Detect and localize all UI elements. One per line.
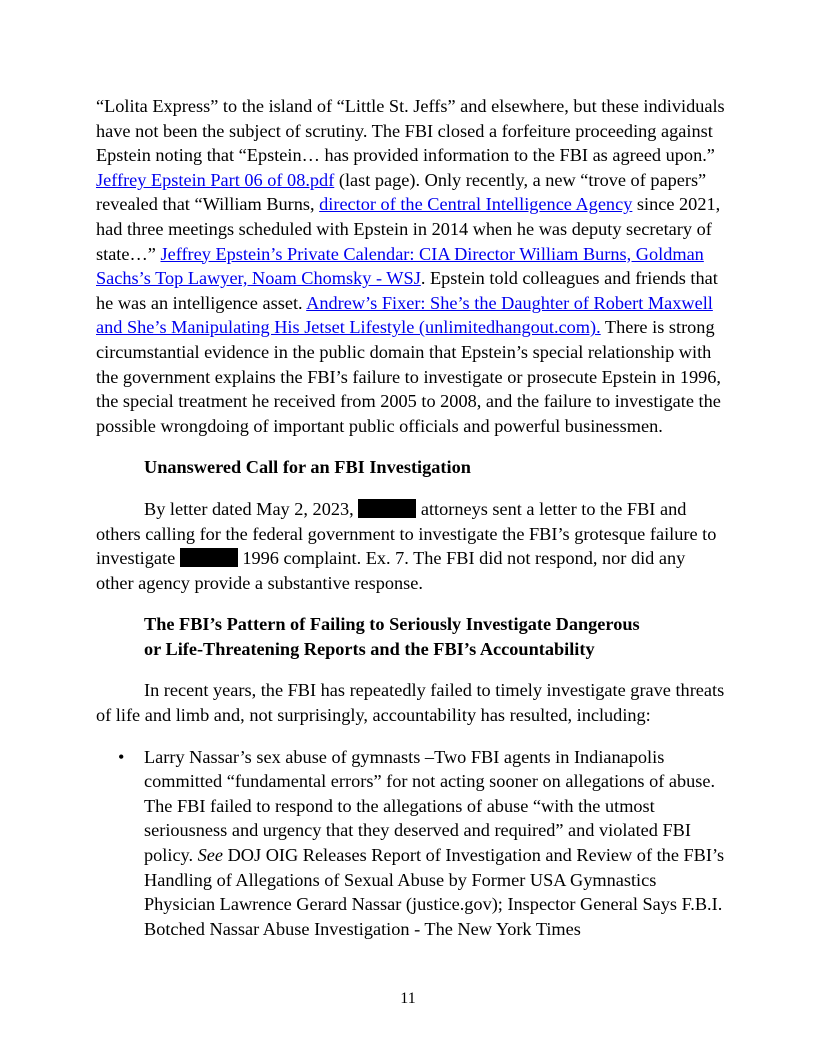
paragraph-epstein-intelligence bbox=[96, 94, 726, 438]
bullet1-text-2: DOJ OIG Releases Report of Investigation and Review of the FBI’s Handling of Allegations of Sexual Abuse by Former USA Gymnastics Physician Lawrence Gerard Nassar (justice.gov); Inspector General Says F.B.I. Botched Nassar Abuse Investigation - The New York Times bbox=[144, 845, 725, 939]
redaction-block bbox=[358, 499, 416, 518]
document-page bbox=[96, 94, 726, 941]
heading-unanswered-call: Unanswered Call for an FBI Investigation bbox=[144, 457, 471, 478]
para2-text-1: By letter dated May 2, 2023, bbox=[144, 498, 359, 519]
list-item-nassar bbox=[96, 745, 726, 942]
link-cia-director[interactable]: director of the Central Intelligence Agency bbox=[319, 194, 633, 215]
heading-fbi-pattern bbox=[96, 612, 726, 661]
page-number: 11 bbox=[400, 990, 416, 1007]
para2-text-2: attorneys sent a letter to the FBI and others calling for the federal government to investigate the FBI’s grotesque failure to investigate bbox=[96, 498, 717, 569]
para1-text-1: “Lolita Express” to the island of “Little St. Jeffs” and elsewhere, but these individuals have not been the subject of scrutiny. The FBI closed a forfeiture proceeding against Epstein noting that “Epstein… has provided information to the FBI as agreed upon.” bbox=[96, 96, 725, 166]
link-wsj-calendar[interactable]: Jeffrey Epstein’s Private Calendar: CIA Director William Burns, Goldman Sachs’s Top Lawyer, Noam Chomsky - WSJ bbox=[96, 243, 704, 289]
paragraph-recent-years: In recent years, the FBI has repeatedly failed to timely investigate grave threats of life and limb and, not surprisingly, accountability has resulted, including: bbox=[96, 680, 725, 726]
para1-text-4: . Epstein told colleagues and friends that he was an intelligence asset. bbox=[96, 268, 718, 313]
heading2-line-2: or Life-Threatening Reports and the FBI’s Accountability bbox=[144, 638, 595, 659]
link-epstein-part-06[interactable]: Jeffrey Epstein Part 06 of 08.pdf bbox=[96, 169, 335, 190]
para1-text-5: There is strong circumstantial evidence in the public domain that Epstein’s special relationship with the government explains the FBI’s failure to investigate or prosecute Epstein in 1996, the special treatment he received from 2005 to 2008, and the failure to investigate the possible wrongdoing of important public officials and powerful businessmen. bbox=[96, 317, 721, 436]
bullet-marker: • bbox=[118, 746, 125, 767]
heading2-line-1: The FBI’s Pattern of Failing to Seriously Investigate Dangerous bbox=[144, 614, 640, 635]
para2-text-3: 1996 complaint. Ex. 7. The FBI did not respond, nor did any other agency provide a substantive response. bbox=[96, 548, 686, 593]
link-andrews-fixer[interactable]: Andrew’s Fixer: She’s the Daughter of Robert Maxwell and She’s Manipulating His Jetset Lifestyle (unlimitedhangout.com). bbox=[96, 292, 713, 338]
bullet1-see: See bbox=[197, 845, 224, 866]
bullet-list bbox=[96, 745, 726, 942]
bullet1-text-1: Larry Nassar’s sex abuse of gymnasts –Two FBI agents in Indianapolis committed “fundamental errors” for not acting sooner on allegations of abuse. The FBI failed to respond to the allegations of abuse “with the utmost seriousness and urgency that they deserved and required” and violated FBI policy. bbox=[144, 746, 716, 866]
redaction-block bbox=[180, 548, 238, 567]
paragraph-letter-to-fbi bbox=[96, 497, 726, 595]
para1-text-2: (last page). Only recently, a new “trove of papers” revealed that “William Burns, bbox=[96, 169, 707, 215]
para1-text-3: since 2021, had three meetings scheduled with Epstein in 2014 when he was deputy secretary of state…” bbox=[96, 194, 721, 264]
